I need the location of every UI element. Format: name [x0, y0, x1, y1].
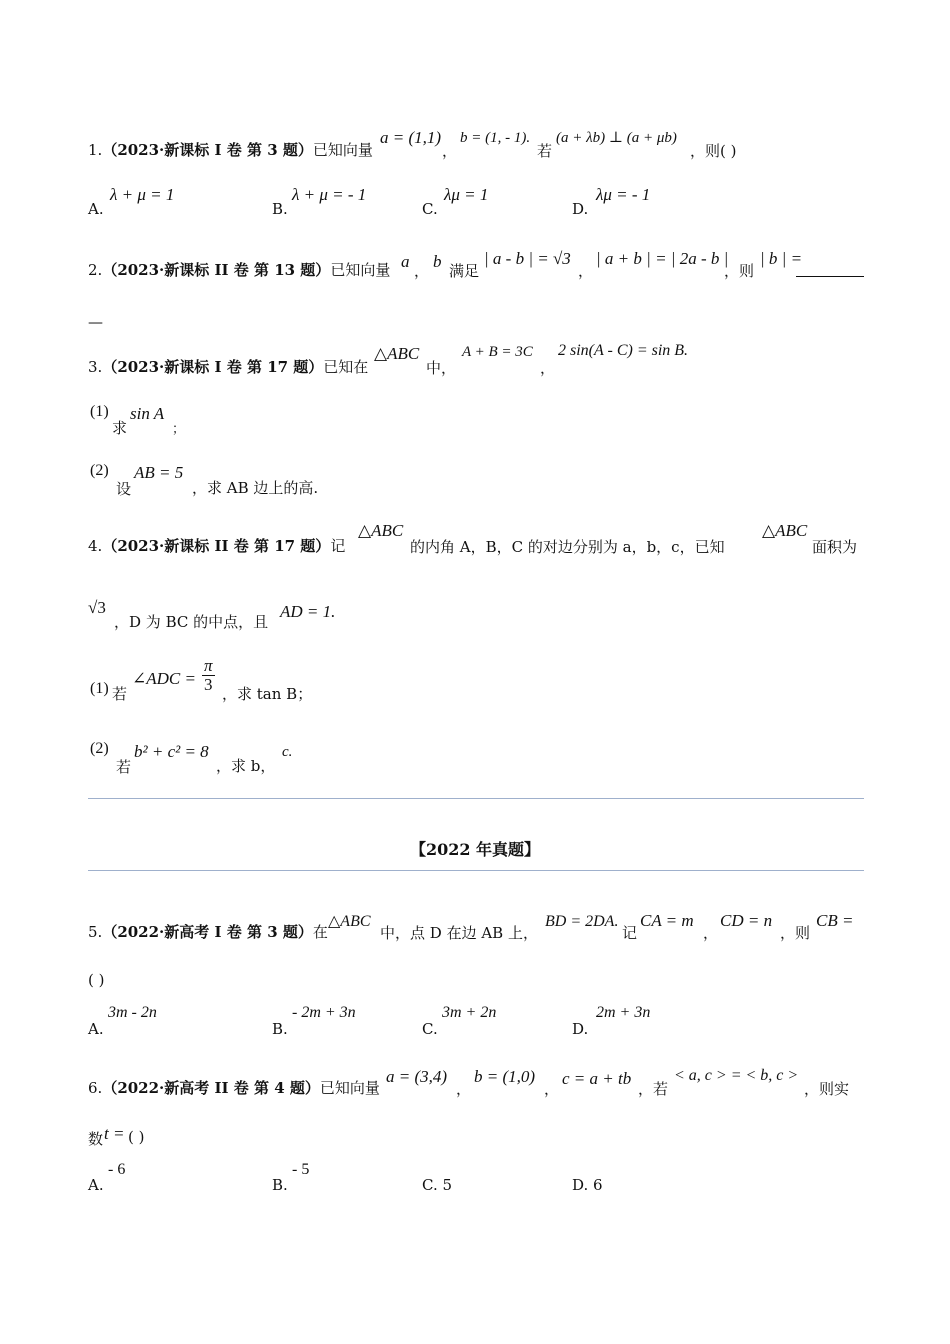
punctuation: ，: [703, 924, 719, 942]
fraction: [202, 657, 215, 694]
option-expression: - 2m + 3n: [292, 1004, 356, 1021]
section-rule-top: [88, 798, 864, 799]
math-expression: b = (1, - 1).: [460, 130, 531, 146]
question-text: 已知向量: [319, 1079, 380, 1097]
part-label: (2): [90, 740, 109, 757]
part-label: (1): [90, 403, 109, 420]
math-expression: b = (1,0): [474, 1067, 536, 1086]
option-label: C.: [422, 200, 438, 218]
math-expression: a = (1,1): [380, 128, 442, 147]
question-text: 中，点 D 在边 AB 上，: [380, 924, 538, 942]
option-expression: λ + μ = 1: [110, 185, 175, 204]
question-text: 数: [88, 1130, 104, 1148]
question-text: ，则实: [804, 1080, 850, 1098]
math-expression: t =: [104, 1124, 125, 1143]
question-2: [88, 260, 390, 280]
question-source: （2023·新课标 I 卷 第 3 题）: [102, 141, 313, 159]
section-heading: 【2022 年真题】: [409, 840, 541, 859]
math-expression: CD = n: [720, 911, 773, 930]
math-expression: b: [433, 252, 442, 271]
question-source: （2023·新课标 I 卷 第 17 题）: [102, 358, 324, 376]
option-expression: 3m - 2n: [108, 1004, 157, 1021]
part-text: ，求 tan B；: [222, 685, 313, 703]
fraction-denominator: 3: [204, 675, 213, 694]
answer-blank-tail: —: [88, 313, 103, 331]
math-expression: △ABC: [358, 521, 404, 540]
option-label: A.: [88, 1176, 104, 1194]
option-label: D.: [572, 200, 589, 218]
math-condition: BD = 2DA.: [545, 913, 619, 930]
option-expression: 2m + 3n: [596, 1004, 651, 1021]
question-text: 满足: [449, 262, 480, 280]
option-label: A.: [88, 200, 104, 218]
question-3: [88, 357, 368, 377]
math-expression: AB = 5: [134, 463, 184, 482]
question-number: 2.: [88, 261, 103, 279]
question-text: 已知在: [323, 358, 369, 376]
math-condition: 2 sin(A - C) = sin B.: [558, 342, 689, 359]
math-condition: A + B = 3C: [462, 344, 533, 360]
question-6: [88, 1078, 380, 1098]
question-text: ，则( ): [690, 142, 737, 160]
question-text: 面积为: [812, 538, 858, 556]
question-text: 已知向量: [330, 261, 391, 279]
math-condition: | a + b | = | 2a - b |: [596, 249, 729, 268]
option-label: D.: [572, 1020, 589, 1038]
question-number: 4.: [88, 537, 103, 555]
option-expression: - 6: [108, 1161, 126, 1178]
math-expression: √3: [88, 598, 106, 617]
option-expression: - 5: [292, 1161, 310, 1178]
question-number: 5.: [88, 923, 103, 941]
part-text: 若: [116, 758, 132, 776]
option-expression: D. 6: [572, 1176, 603, 1194]
option-label: B.: [272, 200, 288, 218]
option-expression: 3m + 2n: [442, 1004, 497, 1021]
question-1: [88, 140, 373, 160]
question-number: 3.: [88, 358, 103, 376]
answer-paren: ( ): [128, 1128, 145, 1146]
math-expression: | b | =: [760, 249, 803, 268]
math-expression: CB =: [816, 911, 854, 930]
answer-blank: [796, 262, 864, 281]
question-text: ，则: [780, 924, 811, 942]
option-expression: C. 5: [422, 1176, 453, 1194]
part-text: ，求 b，: [216, 757, 276, 775]
math-expression: AD = 1.: [280, 602, 336, 621]
option-label: B.: [272, 1176, 288, 1194]
question-number: 1.: [88, 141, 103, 159]
math-expression: △ABC: [374, 344, 420, 363]
question-text: 在: [312, 923, 328, 941]
question-4: [88, 536, 345, 556]
punctuation: ；: [172, 422, 186, 437]
part-label: (1): [90, 680, 109, 697]
question-text: ，若: [638, 1080, 669, 1098]
part-text: ，求 AB 边上的高.: [192, 479, 319, 497]
punctuation: ，: [540, 359, 556, 377]
math-expression: b² + c² = 8: [134, 742, 209, 761]
option-label: C.: [422, 1020, 438, 1038]
question-text: 的内角 A，B，C 的对边分别为 a，b，c，已知: [410, 538, 725, 556]
punctuation: ，: [414, 262, 430, 280]
question-number: 6.: [88, 1079, 103, 1097]
option-label: B.: [272, 1020, 288, 1038]
math-condition: < a, c > = < b, c >: [674, 1067, 799, 1084]
punctuation: ，: [578, 262, 594, 280]
section-rule-bottom: [88, 870, 864, 871]
part-text: 求: [112, 419, 128, 437]
math-expression: ∠ADC =: [132, 669, 196, 688]
part-label: (2): [90, 462, 109, 479]
question-source: （2022·新高考 II 卷 第 4 题）: [102, 1079, 320, 1097]
question-text: 若: [537, 142, 553, 160]
math-expression: △ABC: [762, 521, 808, 540]
math-expression: a = (3,4): [386, 1067, 448, 1086]
math-expression: c = a + tb: [562, 1069, 632, 1088]
question-source: （2023·新课标 II 卷 第 17 题）: [102, 537, 331, 555]
math-expression: sin A: [130, 404, 165, 423]
punctuation: ，: [544, 1080, 560, 1098]
math-condition: (a + λb) ⊥ (a + μb): [556, 130, 677, 146]
question-text: ，则: [724, 262, 755, 280]
question-text: 记: [330, 537, 346, 555]
question-5: [88, 922, 328, 942]
option-label: A.: [88, 1020, 104, 1038]
option-expression: λ + μ = - 1: [292, 185, 367, 204]
option-expression: λμ = - 1: [596, 185, 651, 204]
part-text: 设: [116, 480, 132, 498]
punctuation: ，: [456, 1080, 472, 1098]
question-source: （2022·新高考 I 卷 第 3 题）: [102, 923, 313, 941]
option-expression: λμ = 1: [444, 185, 489, 204]
part-text: 若: [112, 685, 128, 703]
math-expression: CA = m: [640, 911, 694, 930]
question-text: 已知向量: [312, 141, 373, 159]
fraction-numerator: π: [204, 656, 213, 675]
punctuation: ，: [442, 142, 458, 160]
math-expression: a: [401, 252, 410, 271]
math-expression: △ABC: [328, 913, 371, 930]
question-text: 记: [622, 924, 638, 942]
math-expression: c.: [282, 744, 293, 760]
answer-paren: ( ): [88, 971, 105, 989]
math-condition: | a - b | = √3: [484, 249, 571, 268]
question-text: ，D 为 BC 的中点，且: [114, 613, 269, 631]
question-source: （2023·新课标 II 卷 第 13 题）: [102, 261, 331, 279]
question-text: 中，: [426, 359, 457, 377]
